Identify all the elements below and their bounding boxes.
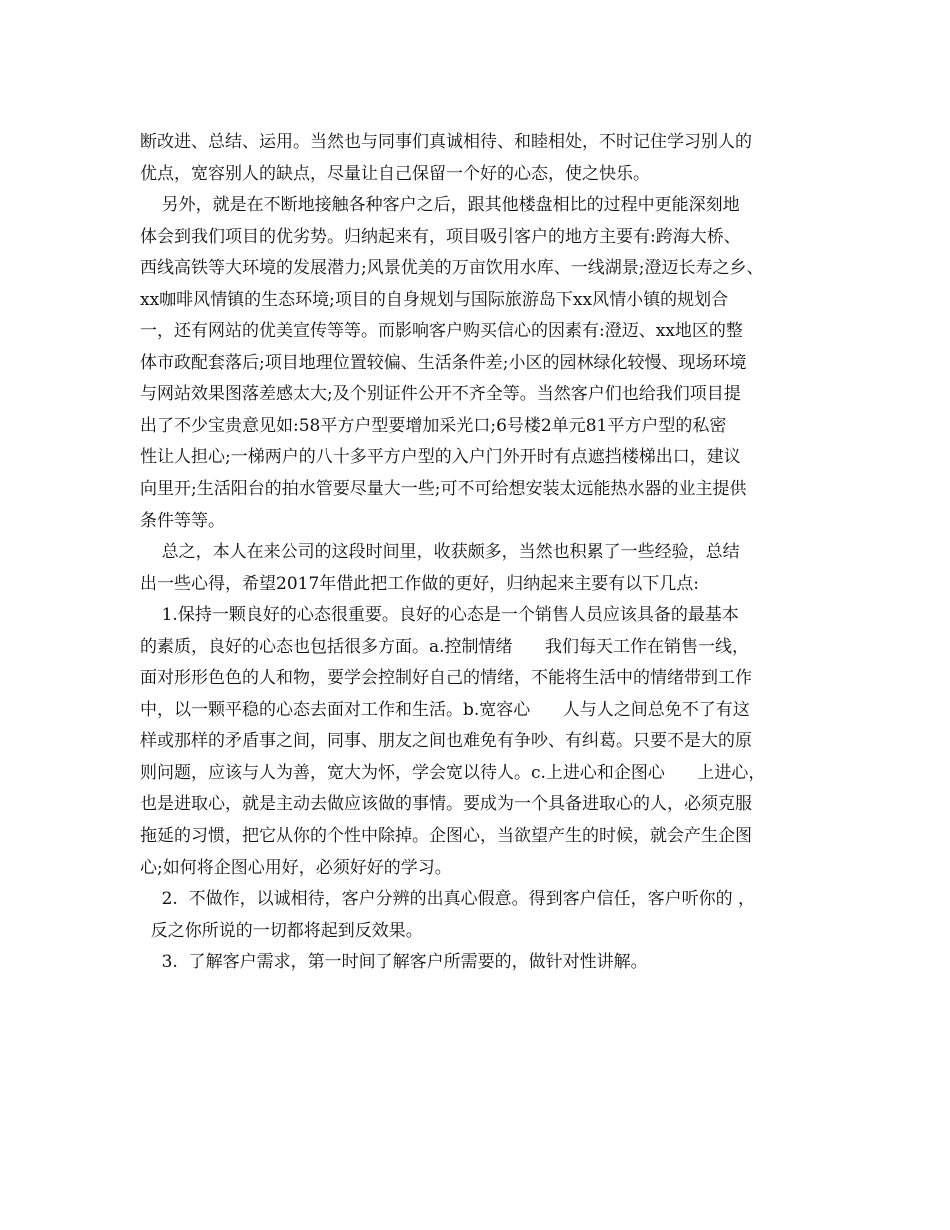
text-line: 面对形形色色的人和物，要学会控制好自己的情绪，不能将生活中的情绪带到工作 <box>140 668 752 689</box>
text-line: 与网站效果图落差感太大;及个别证件公开不齐全等。当然客户们也给我们项目提 <box>140 384 741 405</box>
text-line: xx咖啡风情镇的生态环境;项目的自身规划与国际旅游岛下xx风情小镇的规划合 <box>140 289 729 310</box>
text-line: 优点，宽容别人的缺点，尽量让自己保留一个好的心态，使之快乐。 <box>140 163 650 184</box>
text-line: 性让人担心;一梯两户的八十多平方户型的入户门外开时有点遮挡楼梯出口，建议 <box>140 447 741 468</box>
text-line: 出一些心得，希望2017年借此把工作做的更好，归纳起来主要有以下几点: <box>140 573 699 594</box>
text-line: 一，还有网站的优美宣传等等。而影响客户购买信心的因素有:澄迈、xx地区的整 <box>140 321 743 342</box>
text-line: 另外，就是在不断地接触各种客户之后，跟其他楼盘相比的过程中更能深刻地 <box>140 195 740 216</box>
text-line: 出了不少宝贵意见如:58平方户型要增加采光口;6号楼2单元81平方户型的私密 <box>140 415 727 436</box>
text-line: 拖延的习惯，把它从你的个性中除掉。企图心，当欲望产生的时候，就会产生企图 <box>140 826 752 847</box>
text-line: 条件等等。 <box>140 510 225 531</box>
text-line: 体会到我们项目的优劣势。归纳起来有，项目吸引客户的地方主要有:跨海大桥、 <box>140 226 741 247</box>
text-line: 体市政配套落后;项目地理位置较偏、生活条件差;小区的园林绿化较慢、现场环境 <box>140 352 747 373</box>
text-line: 也是进取心，就是主动去做应该做的事情。要成为一个具备进取心的人，必须克服 <box>140 794 752 815</box>
text-line: 断改进、总结、运用。当然也与同事们真诚相待、和睦相处，不时记住学习别人的 <box>140 132 752 152</box>
text-line: 西线高铁等大环境的发展潜力;风景优美的万亩饮用水库、一线湖景;澄迈长寿之乡、 <box>140 258 764 279</box>
text-line: 的素质，良好的心态也包括很多方面。a.控制情绪 我们每天工作在销售一线， <box>140 636 749 657</box>
text-line: 则问题，应该与人为善，宽大为怀，学会宽以待人。c.上进心和企图心 上进心， <box>140 762 766 783</box>
text-line: 中，以一颗平稳的心态去面对工作和生活。b.宽容心 人与人之间总免不了有这 <box>140 699 750 720</box>
text-line: 总之，本人在来公司的这段时间里，收获颇多，当然也积累了一些经验，总结 <box>140 542 740 563</box>
document-body <box>140 127 830 979</box>
text-line: 样或那样的矛盾事之间，同事、朋友之间也难免有争吵、有纠葛。只要不是大的原 <box>140 731 752 752</box>
text-line: 向里开;生活阳台的拍水管要尽量大一些;可不可给想安装太远能热水器的业主提供 <box>140 479 747 500</box>
text-line: 3. 了解客户需求，第一时间了解客户所需要的，做针对性讲解。 <box>140 952 648 973</box>
text-line: 心;如何将企图心用好，必须好好的学习。 <box>140 857 452 878</box>
text-line: 1.保持一颗良好的心态很重要。良好的心态是一个销售人员应该具备的最基本 <box>140 605 739 626</box>
text-line: 反之你所说的一切都将起到反效果。 <box>140 920 423 941</box>
text-line: 2. 不做作，以诚相待，客户分辨的出真心假意。得到客户信任，客户听你的 ， <box>140 889 756 910</box>
